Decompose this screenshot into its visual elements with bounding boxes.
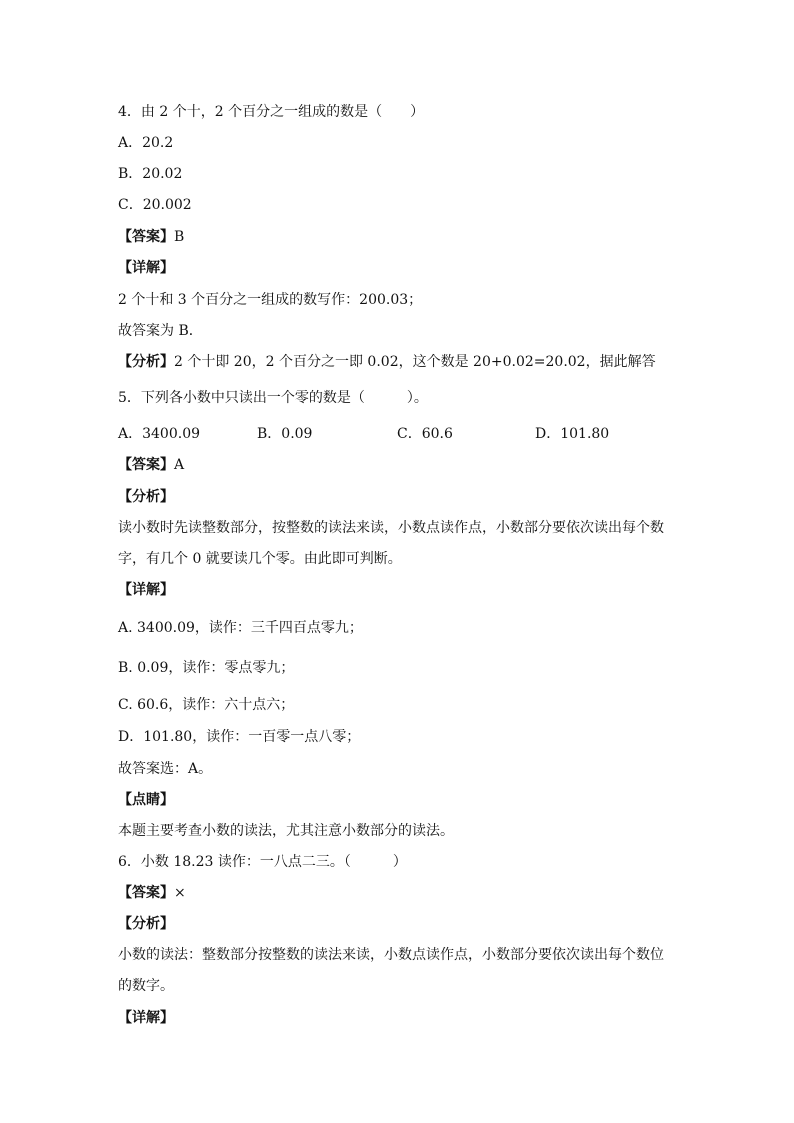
q5-analysis-line-1: 读小数时先读整数部分，按整数的读法来读，小数点读作点，小数部分要依次读出每个数	[118, 520, 664, 536]
q5-detail-line-1: A. 3400.09，读作：三千四百点零九；	[118, 620, 363, 636]
q5-detail-line-3: C. 60.6，读作：六十点六；	[118, 697, 295, 713]
q4-question: 4．由 2 个十，2 个百分之一组成的数是（ ）	[118, 104, 425, 120]
q5-answer-tag: 【答案】	[118, 457, 174, 473]
q4-option-c: C．20.002	[118, 197, 192, 213]
q5-question: 5．下列各小数中只读出一个零的数是（ ）。	[118, 390, 428, 406]
q5-option-d: D．101.80	[535, 426, 610, 442]
q6-detail-tag: 【详解】	[118, 1010, 174, 1026]
q4-detail-line-1: 2 个十和 3 个百分之一组成的数写作：200.03；	[118, 292, 423, 308]
q5-detail-tag: 【详解】	[118, 582, 174, 598]
q4-answer	[118, 227, 184, 247]
q6-analysis-line-1: 小数的读法：整数部分按整数的读法来读，小数点读作点，小数部分要依次读出每个数位	[118, 947, 664, 963]
q4-option-a: A．20.2	[118, 135, 174, 151]
q4-detail-line-2: 故答案为 B．	[118, 323, 203, 339]
q5-answer-value: A	[174, 457, 185, 473]
q4-analysis-text: 2 个十即 20，2 个百分之一即 0.02，这个数是 20+0.02=20.02，据此解答	[174, 354, 656, 370]
q5-answer	[118, 455, 184, 475]
q5-option-b: B．0.09	[257, 426, 313, 442]
q4-answer-value: B	[174, 229, 185, 245]
q6-question: 6．小数 18.23 读作：一八点二三。（ ）	[118, 854, 407, 870]
q5-detail-line-2: B. 0.09，读作：零点零九；	[118, 660, 295, 676]
q6-analysis-tag: 【分析】	[118, 916, 174, 932]
q5-remark-tag: 【点睛】	[118, 792, 174, 808]
q5-analysis-line-2: 字，有几个 0 就要读几个零。由此即可判断。	[118, 551, 402, 567]
q5-detail-line-5: 故答案选：A。	[118, 761, 213, 777]
q5-analysis-tag: 【分析】	[118, 489, 174, 505]
q5-detail-line-4: D．101.80，读作：一百零一点八零；	[118, 729, 361, 745]
q4-option-b: B．20.02	[118, 166, 183, 182]
q5-option-a: A．3400.09	[118, 426, 201, 442]
q4-detail-tag: 【详解】	[118, 260, 174, 276]
q5-remark-text: 本题主要考查小数的读法，尤其注意小数部分的读法。	[118, 823, 454, 839]
q4-analysis	[118, 352, 656, 372]
q4-analysis-tag: 【分析】	[118, 354, 174, 370]
q6-answer-value: ×	[174, 885, 186, 901]
q6-answer-tag: 【答案】	[118, 885, 174, 901]
q6-answer	[118, 883, 186, 903]
q5-option-c: C．60.6	[397, 426, 453, 442]
q4-answer-tag: 【答案】	[118, 229, 174, 245]
q6-analysis-line-2: 的数字。	[118, 978, 174, 994]
